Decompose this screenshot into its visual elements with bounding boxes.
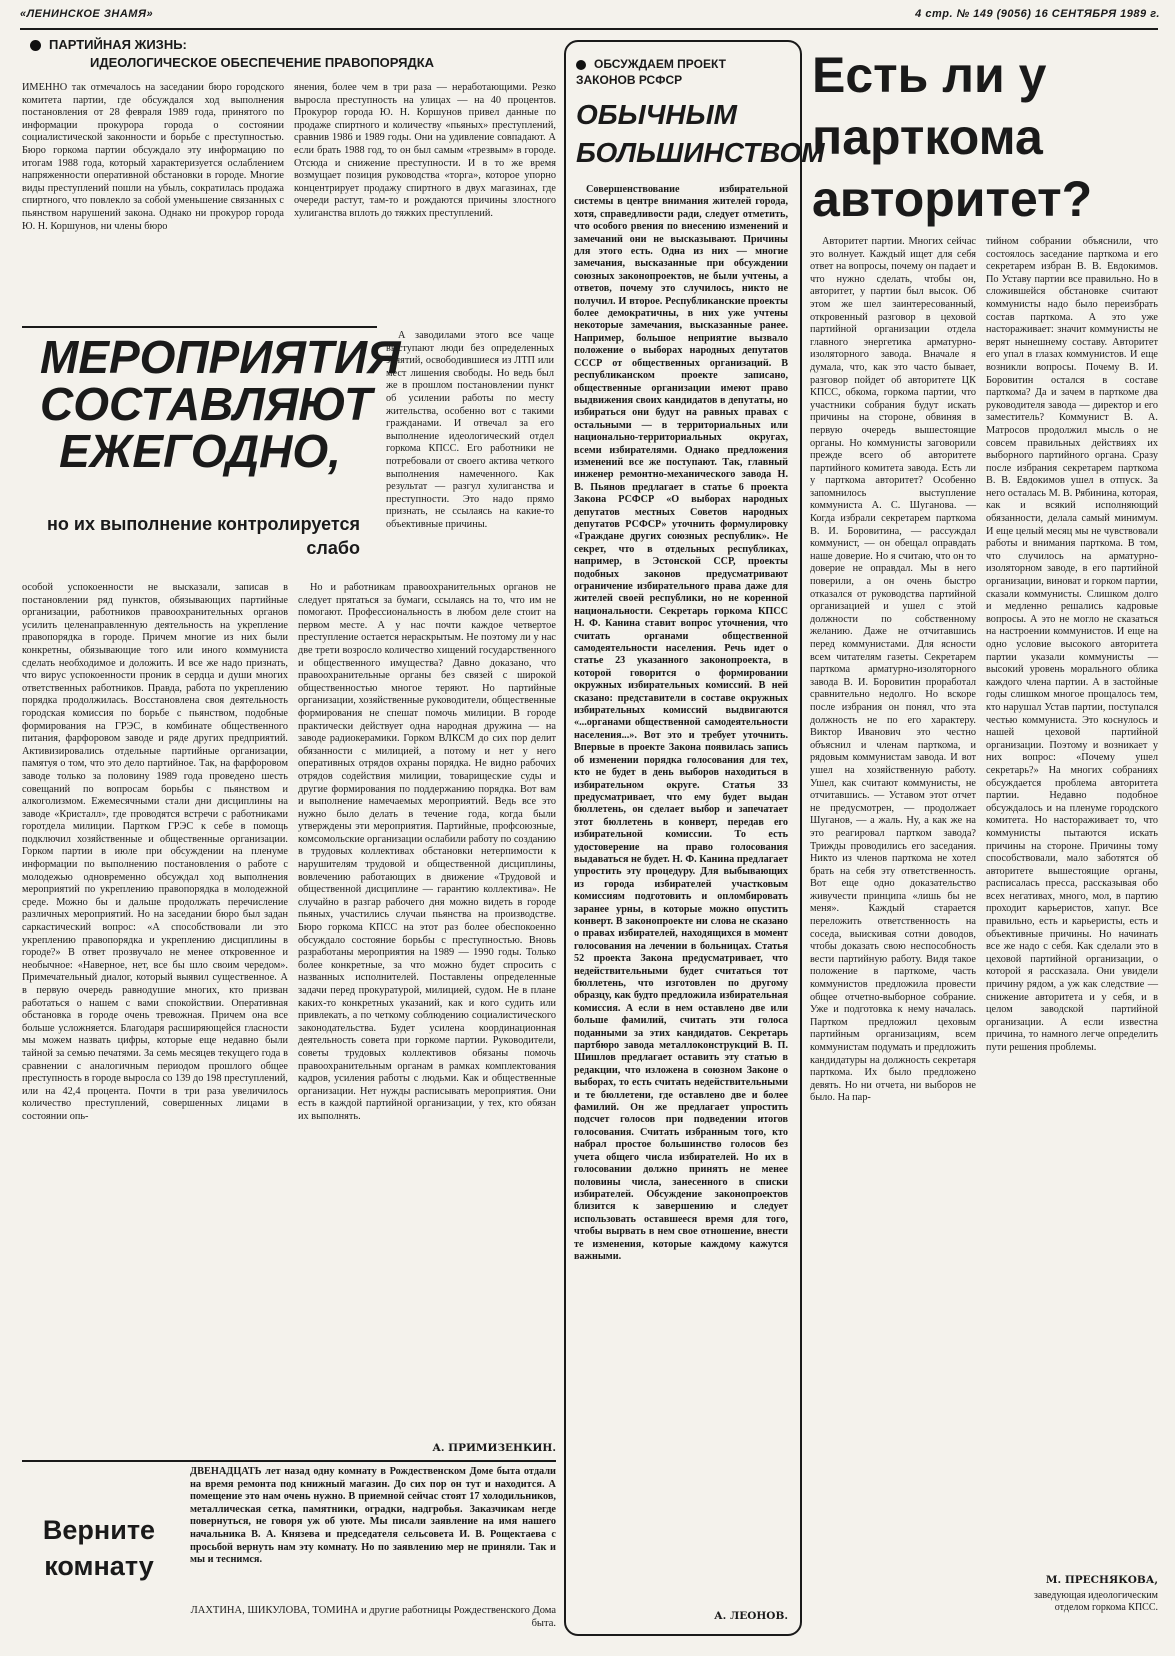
art3-signature-note: заведующая идеологическим отделом горкома КПСС. — [1033, 1590, 1158, 1613]
art1-col1-bottom: особой успокоенности не высказали, записав в постановлении ряд пунктов, обязывающих партийные организации, работников правоохранительных органов усилить целенаправленную деятельность на укрепление правопорядка в городе. Причем многие из них были конкретны, обязывающие того или иного коммуниста сделать необходимое и доложить. И все же надо признать, что вирус успокоенности проник в сердца и души многих ответственных работников. Правда, работа по укреплению порядка продолжилась. Восстановлена своя деятельность городская комиссия по борьбе с пьянством, подобные формирования на ГРЭС, в комбинате общественного питания, фарфоровом заводе и ряде других предприятий. Активизировались отдельные партийные организации, памятуя о том, что это дело партийное. Так, на фарфоровом заводе только за половину 1989 года проведено шесть совещаний по вопросам борьбы с пьянством и алкоголизмом. Ежемесячными стали дни дисциплины на заводе «Кристалл», где проводятся встречи с работниками горотдела милиции. Партком ГРЭС к себе в помощь подключил хозяйственные и общественные организации. Горком партии в июле при обсуждении на пленуме информации по выполнению постановления о работе с молодежью одновременно обсуждал ход выполнения мероприятий по укреплению правопорядка в молодежной среде. Можно бы и дальше продолжать перечисление различных мероприятий. Но на заседании бюро был задан саркастический вопрос: «А способствовали ли это укреплению правопорядка и укреплению дисциплины в городе?» В ответ прозвучало не менее откровенное и необычное: «Наверное, нет, все бы шло своим чередом». Примечательный диалог, который выявил существенное. А в первую очередь равнодушие многих, кто призван работаться о нашем с вами спокойствии. Оперативная обстановка в городе очень тревожная. Причем она все больше усложняется. Благодаря расширяющейся гласности мы можем назвать цифры, которые еще недавно были тайной за семью печатями. За семь месяцев текущего года в сравнении с аналогичным периодом прошлого общее преступность в городе выросла со 139 до 198 преступлений, или на 42,4 процента. Почти в три раза увеличилось количество преступлений, совершенных лицами в состоянии опь- — [22, 582, 288, 1122]
art3-title: Есть ли у парткома авторитет? — [812, 47, 1093, 227]
art1-title: МЕРОПРИЯТИЯ СОСТАВЛЯЮТ ЕЖЕГОДНО, — [40, 331, 401, 477]
art1-signature: А. ПРИМИЗЕНКИН. — [432, 1442, 556, 1454]
bullet-icon — [30, 40, 41, 51]
art4-title: Верните комнату — [42, 1515, 156, 1581]
art1-rubric: ПАРТИЙНАЯ ЖИЗНЬ: ИДЕОЛОГИЧЕСКОЕ ОБЕСПЕЧЕНИЕ ПРАВОПОРЯДКА — [30, 36, 550, 80]
art1-col3-mid: А заводилами этого все чаще выступают люди без определенных занятий, освободившиеся из ЛТП или мест лишения свободы. Но ведь был же в прошлом постановлении пункт об усилении работы по месту жительства, особенно вот с такими гражданами. И отвечал за его выполнение идеологический отдел горкома КПСС. Его работники не потребовали от своего актива четкого выполнения намеченного. Как результат — разгул хулиганства и преступности. Это надо прямо признать, не ссылаясь на какие-то объективные причины. — [386, 330, 554, 530]
art3-col2: тийном собрании объяснили, что состоялось заседание парткома и его секретарем избран В. В. Евдокимов. По Уставу партии все правильно. Но в сложившейся обстановке считают коммунисты надо было переизбрать состав парткома. А это уже настораживает: значит коммунисты не верят нынешнему составу. Авторитет его упал в глазах коммунистов. И еще возникли вопросы. Почему В. И. Боровитин остался в составе парткома? Да и зачем в парткоме два руководителя завода — директор и его заместитель? Коммунист В. А. Матросов продолжил мысль о не совсем правильных действиях их выборного партийного органа. Сразу после избрания секретарем парткома В. В. Евдокимов ушел в отпуск. За него осталась М. В. Рябинина, которая, как и всякий исполняющий обязанности, делала самый минимум. И еще целый месяц мы не чувствовали работы и внимания парткома. В том, что случилось на арматурно-изоляторном заводе, в его партийной организации, виноват и горком партии, сказали коммунисты. Слишком долго и медленно решались кадровые вопросы. А это не могло не сказаться на настроении коммунистов. И еще на одно условие высокого авторитета партии указали коммунисты — высокий уровень морального облика каждого члена партии. А в застойные годы слишком многое прощалось тем, кто нарушал Устав партии, поступался честью коммуниста. Это коснулось и нашей цеховой партийной организации. Поэтому и возникает у них вопрос: «Почему ушел секретарь?» На многих собраниях обсуждается проблема авторитета партии. Недавно подобное обсуждалось и на пленуме городского комитета. Но настораживает то, что коммунисты пытаются искать причины на стороне. Причины тому способствовали, мало заботятся об авторитете вышестоящие органы, расписалась пресса, рассказывая обо всех негативах, много, мол, в партию проходит карьеристов, хапуг. Все правильно, есть и карьеристы, есть и объективные причины. Но начинать все же надо с себя. Как сделали это в цеховой партийной организации, о которой я рассказала. Они увидели причину рядом, а уж как следствие — снижение авторитета и у себя, и в целом заводской партийной организации. А если известна причина, то намного легче определить пути решения проблемы. — [986, 236, 1159, 1053]
art4-text: ДВЕНАДЦАТЬ лет назад одну комнату в Рождественском Доме быта отдали на время ремонта под книжный магазин. До сих пор он тут и находится. А помещение это нам очень нужно. В приемной сейчас стоят 17 холодильников, металлическая сетка, памятники, оградки, надгробья. Заказчикам негде повернуться, не говоря уж об уюте. Мы писали заявление на имя нашего начальника В. А. Князева и председателя сельсовета И. В. Рощектаева с просьбой вернуть нам эту комнату. Но по заявлению мер не приняли. Так и мы и теснимся. — [190, 1466, 556, 1566]
masthead-paper-name: «ЛЕНИНСКОЕ ЗНАМЯ» — [20, 8, 154, 20]
art4-signature: ЛАХТИНА, ШИКУЛОВА, ТОМИНА и другие работницы Рождественского Дома быта. — [190, 1605, 556, 1629]
art3-signature: М. ПРЕСНЯКОВА, — [1045, 1574, 1158, 1586]
art2-rubric: ОБСУЖДАЕМ ПРОЕКТ ЗАКОНОВ РСФСР — [576, 57, 726, 87]
art1-col2-top: янения, более чем в три раза — неработающими. Резко выросла преступность на улицах — на 40 процентов. Прокурор города Ю. Н. Коршунов привел данные по продаже спиртного и количеству «пьяных» преступлений, сравнив 1986 и 1989 годы. Они на удивление совпадают. А если брать 1988 год, то он был самым «трезвым» в городе. Отсюда и снижение преступности. И в то же время возмущает позиция руководства «торга», которое упорно концентрирует продажу спиртного в двух магазинах, где очереди растут, там-то и рождаются причины злостного хулиганства вплоть до тяжких преступлений. — [294, 82, 556, 219]
art1-col2-bottom: Но и работникам правоохранительных органов не следует прятаться за бумаги, ссылаясь на то, что им не помогают. Профессиональность в любом деле стоит на первом месте. А у нас почти каждое четвертое преступление остается нераскрытым. Не поэтому ли у нас две трети возросло количество хищений государственного и общественного имущества? Давно доказано, что правоохранительные органы без связей с широкой общественностью многое теряют. Но партийные организации, хозяйственные руководители, общественные формирования не спешат помочь милиции. В городе практически действует одна народная дружина — на заводе радиокерамики. Горком ВЛКСМ до сих пор делит обязанности с милицией, а потому и нет у него оперативных отрядов охраны порядка. Не видно рабочих отрядов содействия милиции, товарищеские суды и другие формирования по поддержанию порядка. Вот вам и выполнение намечаемых мероприятий. Ведь все это нужно было делать в течение года, когда были утверждены эти мероприятия. Партийные, профсоюзные, комсомольские организации ослабили работу по созданию в трудовых коллективах обстановки нетерпимости к нарушителям трудовой и общественной дисциплины, вовлечению работающих в движение «Трудовой и общественной дисциплине — гарантию коллектива». Не случайно в разгар рабочего дня можно видеть в городе пьяных, участились случаи пьянства на производстве. Бюро горкома КПСС на этот раз более обеспокоенно обсуждало состояние борьбы с преступностью. Вновь разработаны мероприятия на 1989 — 1990 годы. Только более конкретные, за что можно будет спросить с названных исполнителей. Поставлены определенные задачи перед прокуратурой, милицией, судом. Не в плане каких-то конкретных указаний, как и кого судить или привлекать, а по четкому соблюдению социалистического законодательства. Будет усилена координационная деятельность совета при горкоме партии. Руководители, советы трудовых коллективов обязаны помочь правоохранительным органам в рамках комплектования кадров, усиления работы с людьми. Как и общественные организации. Нет нужды расписывать мероприятия. Они есть в каждой партийной организации, у тех, кто обязан их выполнять. — [298, 582, 556, 1122]
art2-text: Совершенствование избирательной системы в центре внимания жителей города, хотя, справедливости ради, следует отметить, что особого рвения по внесению изменений и замечаний они не высказывают. Причины для этого есть. Одна из них — многие замечания, высказанные при обсуждении союзных законопроектов, не были учтены, а ответов, почему это случилось, никто не получил. И второе. Республиканские проекты более демократичны, в них уже учтены некоторые замечания, высказанные ранее. Например, большое неприятие вызвало положение о выборах народных депутатов СССР от общественных организаций. В республиканском проекте записано, общественные организации имеют право выдвижения своих кандидатов в депутаты, но избираться они будут на равных правах с остальными — в территориальных или национально-территориальных округах, всеми избирателями. Однако предложения изменений все же поступают. Так, главный инженер ремонтно-механического завода Н. В. Пьянов предлагает в статье 6 проекта Закона РСФСР «О выборах народных депутатов местных Советов народных депутатов РСФСР» уточнить формулировку «Граждане других союзных республик». Не секрет, что в отдельных республиках, например, в Эстонской ССР, проекты подобных законов предусматривают ограничение избирательного права даже для жителей своей республики, но не коренной национальности. Секретарь горкома КПСС Н. Ф. Канина ставит вопрос уточнения, что считать органами общественной самодеятельности населения. Речь идет о статье 23 указанного законопроекта, в которой говорится о формировании окружных избирательных комиссий. В ней сказано: представители в составе окружных избирательных комиссий выдвигаются «...органами общественной самодеятельности населения...». Вот это и требует уточнить. Впервые в проекте Закона появилась запись об изменении порядка голосования для тех, кто не будет в день выборов находиться в избирательном округе. Статья 33 предусматривает, что ему будет выдан бюллетень, он сделает выбор и запечатает этот бюллетень в конверт, передав его избирательной комиссии. То есть удостоверение на право голосования выдаваться не будет. Н. Ф. Канина предлагает упростить эту процедуру. Для выбывающих из города избирателей участковым комиссиям подготовить и опломбировать заранее урны, в которые можно опустить конверт. В законопроекте ни слова не сказано о правах избирателей, находящихся в момент голосования на лечении в больницах. Статья 52 проекта Закона предусматривает, что недействительными будет считаться тот бюллетень, что изготовлен по другому образцу, как будто предложила избирательная комиссия. А если в нем оставлено две или больше фамилий, считать эти голоса поданными за этих кандидатов. Секретарь партбюро завода металлоконструкций В. П. Шишлов предлагает оставить эту статью в редакции, что изложена в союзном Законе о выборах, то есть считать недействительными и те бюллетени, где оставлено две и более фамилий. Он же предлагает упростить подсчет голосов при подведении итогов голосования. Считать избранным того, кто набрал простое большинство голосов без учета общего числа избирателей. Но их в голосовании должно принять не менее половины числа, занесенного в списки избирателей. Обсуждение законопроектов близится к завершению и следует использовать оставшееся время для того, чтобы вырвать в нем свое отношение, внести те изменения, которые каждому кажутся важными. — [574, 184, 788, 1262]
bullet-icon — [576, 60, 586, 70]
masthead-issue-info: 4 стр. № 149 (9056) 16 СЕНТЯБРЯ 1989 г. — [915, 8, 1160, 20]
art1-col1-top: ИМЕННО так отмечалось на заседании бюро городского комитета партии, где обсуждался ход выполнения постановления от 28 февраля 1989 года, принятого по информации прокурора города о состоянии социалистической законности и борьбе с преступностью. Бюро горкома партии обсуждало эту информацию по итогам 1988 года, который характеризуется ослаблением напряженности оперативной обстановки в городе. Многие виды преступлений пошли на убыль, сократилась продажа спиртного, что повлекло за собой уменьшение связанных с пьянством нарушений закона. Однако ни прокурор города Ю. Н. Коршунов, ни члены бюро — [22, 82, 284, 232]
art4-separator — [22, 1460, 556, 1462]
art3-col1: Авторитет партии. Многих сейчас это волнует. Каждый ищет для себя ответ на вопросы, почему он падает и что нужно сделать, чтобы он, авторитет, у партии был высок. Об этом же шел заинтересованный, откровенный разговор в цеховой партийной организации отдела главного энергетика арматурно-изоляторного завода. Вначале я думала, что, как это часто бывает, разговор пойдет об авторитете ЦК КПСС, обкома, горкома партии, что участники собрания будут искать причины на стороне, обвиняя в первую очередь вышестоящие органы. Но коммунисты заговорили прежде всего об авторитете партийного комитета завода. Есть ли у парткома авторитет? Особенно запомнилось выступление коммуниста А. С. Шуганова. — Когда избрали секретарем парткома В. И. Боровитина, — рассуждал коммунист, — он обещал оправдать наше доверие. Но я считаю, что он то доверие не оправдал. Мы в него поверили, а он очень быстро отказался от руководства партийной организацией и ушел с этой должности по собственному желанию. Даже не отчитавшись перед коммунистами. Для ясности всем читателям газеты. Секретарем парткома арматурно-изоляторного завода В. И. Боровитин проработал сравнительно недолго. Но вскоре после избрания он понял, что эта должность не по его характеру. Виктор Иванович это честно объяснил и членам парткома, и рядовым коммунистам завода. И вот ушел на хозяйственную работу. Ушел, как считают коммунисты, не отчитавшись. — Уставом этот отчет не предусмотрен, — продолжает Шуганов, — а жаль. Ну, а как же на это реагировал партком завода? Трижды проводились его заседания. Никто из членов парткома не хотел брать на себя эту ответственность. Вот еще одно доказательство живучести принципа «лишь бы не меня». Каждый старается переложить ответственность на соседа, выискивая сотни доводов, чтобы доказать свою неспособность вести партийную работу. Видя такое положение в парткоме, часть коммунистов предложила провести общее отчетно-выборное собрание. Уже и подготовка к нему началась. Партком предложил цеховым партийным организациям, всем коммунистам подумать и предложить кандидатуры на должность секретаря парткома. Их было предложено девять. Но ни отчета, ни выборов не было. На пар- — [810, 236, 976, 1104]
masthead-rule — [20, 28, 1158, 30]
art2-title: ОБЫЧНЫМ БОЛЬШИНСТВОМ — [576, 99, 825, 168]
art1-subtitle: но их выполнение контролируется слабо — [47, 514, 360, 558]
art1-separator — [22, 326, 377, 328]
art2-signature: А. ЛЕОНОВ. — [714, 1610, 788, 1622]
